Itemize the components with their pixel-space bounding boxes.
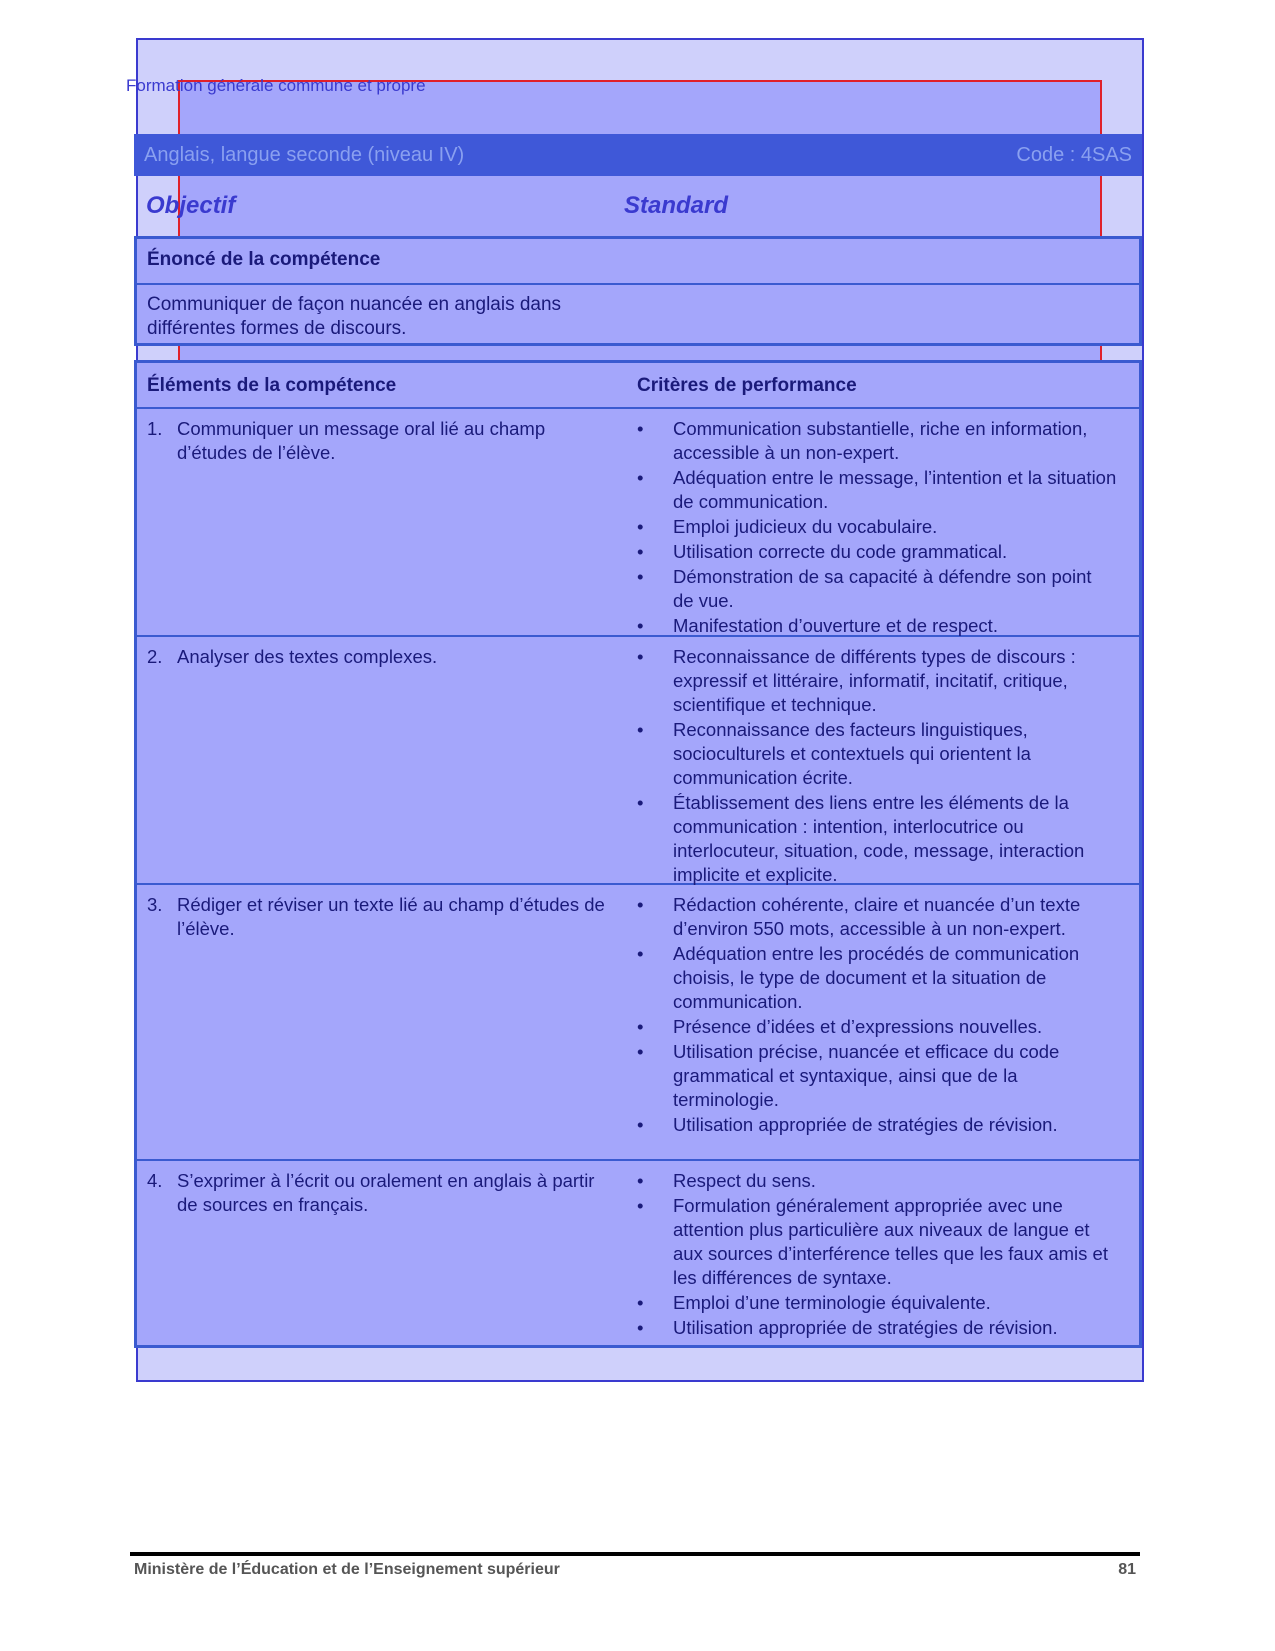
element-number: 3. bbox=[147, 894, 163, 915]
objective-heading: Objectif bbox=[146, 192, 236, 219]
competence-element bbox=[147, 645, 617, 669]
footer-ministry: Ministère de l’Éducation et de l’Enseignement supérieur bbox=[134, 1561, 560, 1578]
element-text: S’exprimer à l’écrit ou oralement en anglais à partir de sources en français. bbox=[177, 1170, 595, 1215]
criterion-item: • Emploi judicieux du vocabulaire. bbox=[637, 515, 1117, 539]
criterion-item: • Reconnaissance de différents types de discours : expressif et littéraire, informatif, incitatif, critique, scientifique et technique. bbox=[637, 645, 1117, 717]
criterion-item: • Communication substantielle, riche en information, accessible à un non-expert. bbox=[637, 417, 1117, 465]
criterion-item: • Rédaction cohérente, claire et nuancée d’un texte d’environ 550 mots, accessible à un non-expert. bbox=[637, 893, 1117, 941]
element-number: 1. bbox=[147, 418, 163, 439]
elements-heading: Éléments de la compétence bbox=[147, 375, 397, 396]
criteria-list bbox=[637, 645, 1117, 888]
competence-text-line: différentes formes de discours. bbox=[147, 318, 407, 339]
criterion-item: • Utilisation appropriée de stratégies de révision. bbox=[637, 1113, 1117, 1137]
criterion-item: • Utilisation précise, nuancée et efficace du code grammatical et syntaxique, ainsi que de la terminologie. bbox=[637, 1040, 1117, 1112]
element-text: Analyser des textes complexes. bbox=[177, 646, 438, 667]
table-row bbox=[137, 637, 1139, 885]
criteria-table-header bbox=[137, 363, 1139, 409]
element-number: 2. bbox=[147, 646, 163, 667]
criterion-item: • Adéquation entre les procédés de communication choisis, le type de document et la situation de communication. bbox=[637, 942, 1117, 1014]
table-row bbox=[137, 1161, 1139, 1337]
footer-rule bbox=[130, 1552, 1140, 1556]
competence-element bbox=[147, 1169, 617, 1217]
page-number: 81 bbox=[1118, 1561, 1136, 1578]
competence-heading: Énoncé de la compétence bbox=[137, 239, 1139, 285]
criterion-item: • Présence d’idées et d’expressions nouvelles. bbox=[637, 1015, 1117, 1039]
competence-text-line: Communiquer de façon nuancée en anglais dans bbox=[147, 294, 562, 315]
course-code: Code : 4SAS bbox=[1016, 143, 1132, 166]
table-row bbox=[137, 885, 1139, 1161]
criterion-item: • Démonstration de sa capacité à défendre son point de vue. bbox=[637, 565, 1117, 613]
criterion-item: • Utilisation appropriée de stratégies de révision. bbox=[637, 1316, 1117, 1340]
criteria-heading: Critères de performance bbox=[637, 375, 857, 396]
competence-text bbox=[137, 285, 1139, 349]
criteria-table bbox=[134, 360, 1142, 1348]
course-title: Anglais, langue seconde (niveau IV) bbox=[144, 143, 465, 166]
criteria-list bbox=[637, 417, 1117, 639]
criterion-item: • Formulation généralement appropriée avec une attention plus particulière aux niveaux de langue et aux sources d’interférence telles que les faux amis et les différences de syntaxe. bbox=[637, 1194, 1117, 1290]
criterion-item: • Manifestation d’ouverture et de respect. bbox=[637, 614, 1117, 638]
table-row bbox=[137, 409, 1139, 637]
element-text: Communiquer un message oral lié au champ d’études de l’élève. bbox=[177, 418, 546, 463]
criterion-item: • Respect du sens. bbox=[637, 1169, 1117, 1193]
competence-element bbox=[147, 417, 617, 465]
criteria-list bbox=[637, 1169, 1117, 1341]
element-number: 4. bbox=[147, 1170, 163, 1191]
criterion-item: • Reconnaissance des facteurs linguistiques, socioculturels et contextuels qui orientent la communication écrite. bbox=[637, 718, 1117, 790]
competence-element bbox=[147, 893, 617, 941]
section-label: Formation générale commune et propre bbox=[126, 76, 426, 95]
standard-heading: Standard bbox=[624, 192, 729, 219]
criteria-rows bbox=[137, 409, 1139, 1337]
competence-table bbox=[134, 236, 1142, 346]
course-bar bbox=[134, 134, 1142, 176]
objective-standard-row bbox=[146, 192, 1136, 224]
criterion-item: • Adéquation entre le message, l’intention et la situation de communication. bbox=[637, 466, 1117, 514]
criterion-item: • Emploi d’une terminologie équivalente. bbox=[637, 1291, 1117, 1315]
footer bbox=[134, 1558, 1136, 1582]
criterion-item: • Utilisation correcte du code grammatical. bbox=[637, 540, 1117, 564]
criterion-item: • Établissement des liens entre les éléments de la communication : intention, interlocutrice ou interlocuteur, situation, code, message, interaction implicite et explicite. bbox=[637, 791, 1117, 887]
criteria-list bbox=[637, 893, 1117, 1138]
element-text: Rédiger et réviser un texte lié au champ d’études de l’élève. bbox=[177, 894, 605, 939]
